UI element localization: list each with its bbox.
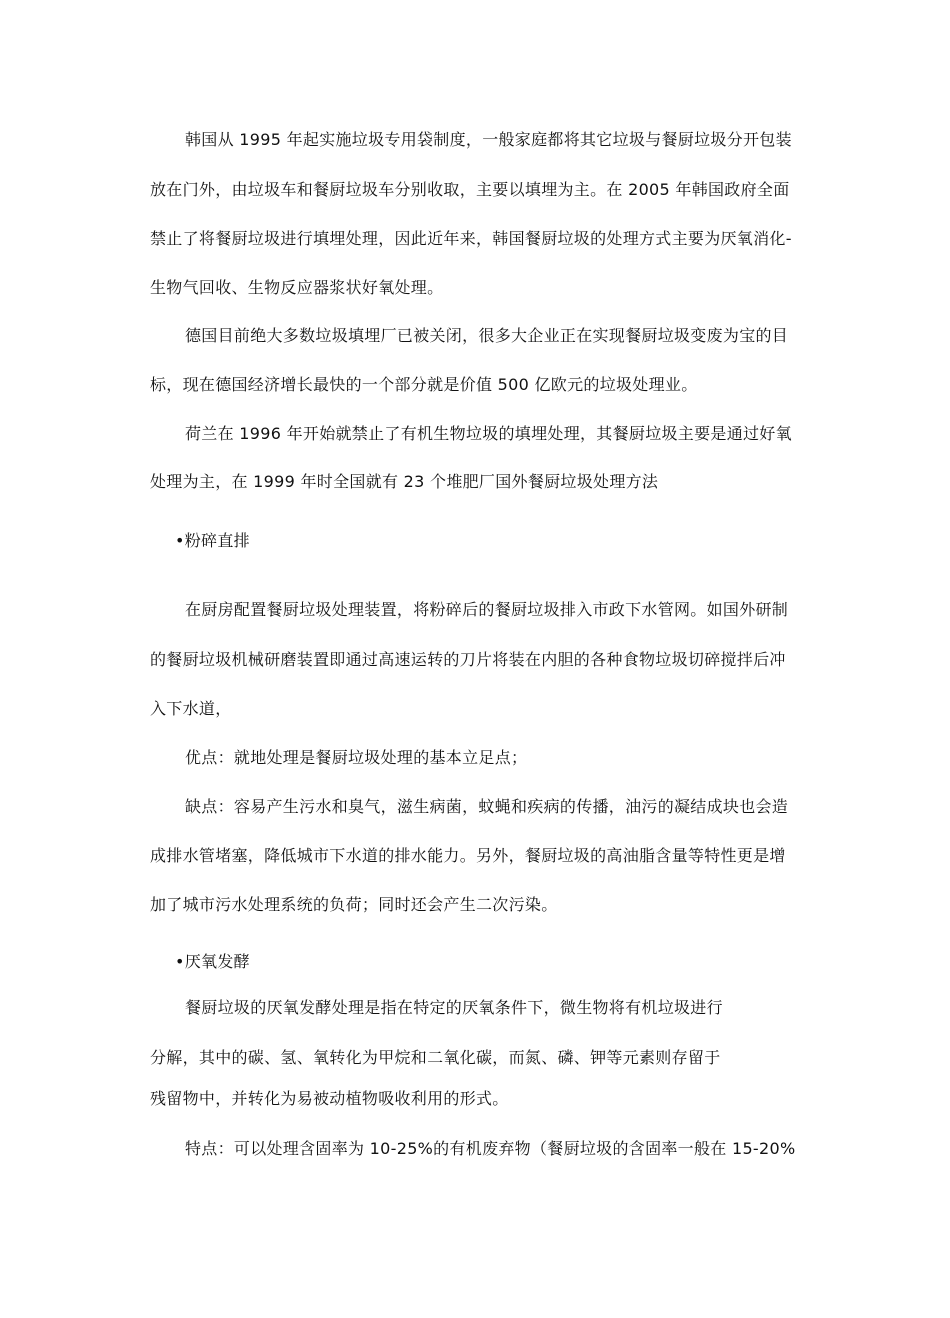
paragraph-anaerobic-line-2: 分解，其中的碳、氢、氧转化为甲烷和二氧化碳，而氮、磷、钾等元素则存留于 (150, 1048, 721, 1067)
disadvantages-line-1: 缺点：容易产生污水和臭气，滋生病菌，蚊蝇和疾病的传播，油污的凝结成块也会造 (185, 797, 789, 816)
advantages-line: 优点：就地处理是餐厨垃圾处理的基本立足点； (185, 748, 528, 767)
paragraph-crushing-line-3: 入下水道， (150, 699, 232, 718)
paragraph-germany-line-2: 标，现在德国经济增长最快的一个部分就是价值 500 亿欧元的垃圾处理业。 (150, 375, 698, 394)
paragraph-anaerobic-line-1: 餐厨垃圾的厌氧发酵处理是指在特定的厌氧条件下，微生物将有机垃圾进行 (185, 998, 723, 1017)
section-heading-anaerobic: •厌氧发酵 (175, 952, 250, 971)
paragraph-korea-line-2: 放在门外，由垃圾车和餐厨垃圾车分别收取，主要以填埋为主。在 2005 年韩国政府全面 (150, 180, 790, 199)
paragraph-crushing-line-2: 的餐厨垃圾机械研磨装置即通过高速运转的刀片将装在内胆的各种食物垃圾切碎搅拌后冲 (150, 650, 786, 669)
paragraph-netherlands-line-2: 处理为主，在 1999 年时全国就有 23 个堆肥厂国外餐厨垃圾处理方法 (150, 472, 659, 491)
disadvantages-line-2: 成排水管堵塞，降低城市下水道的排水能力。另外，餐厨垃圾的高油脂含量等特性更是增 (150, 846, 786, 865)
section-heading-crushing: •粉碎直排 (175, 531, 250, 550)
features-line: 特点：可以处理含固率为 10-25%的有机废弃物（餐厨垃圾的含固率一般在 15-20% (185, 1139, 796, 1158)
paragraph-germany-line-1: 德国目前绝大多数垃圾填埋厂已被关闭，很多大企业正在实现餐厨垃圾变废为宝的目 (185, 326, 789, 345)
paragraph-netherlands-line-1: 荷兰在 1996 年开始就禁止了有机生物垃圾的填埋处理，其餐厨垃圾主要是通过好氧 (185, 424, 792, 443)
disadvantages-line-3: 加了城市污水处理系统的负荷；同时还会产生二次污染。 (150, 895, 558, 914)
paragraph-korea-line-1: 韩国从 1995 年起实施垃圾专用袋制度，一般家庭都将其它垃圾与餐厨垃圾分开包装 (185, 130, 792, 149)
paragraph-anaerobic-line-3: 残留物中，并转化为易被动植物吸收利用的形式。 (150, 1089, 509, 1108)
paragraph-crushing-line-1: 在厨房配置餐厨垃圾处理装置，将粉碎后的餐厨垃圾排入市政下水管网。如国外研制 (185, 600, 789, 619)
paragraph-korea-line-4: 生物气回收、生物反应器浆状好氧处理。 (150, 278, 444, 297)
paragraph-korea-line-3: 禁止了将餐厨垃圾进行填埋处理，因此近年来，韩国餐厨垃圾的处理方式主要为厌氧消化- (150, 229, 792, 248)
